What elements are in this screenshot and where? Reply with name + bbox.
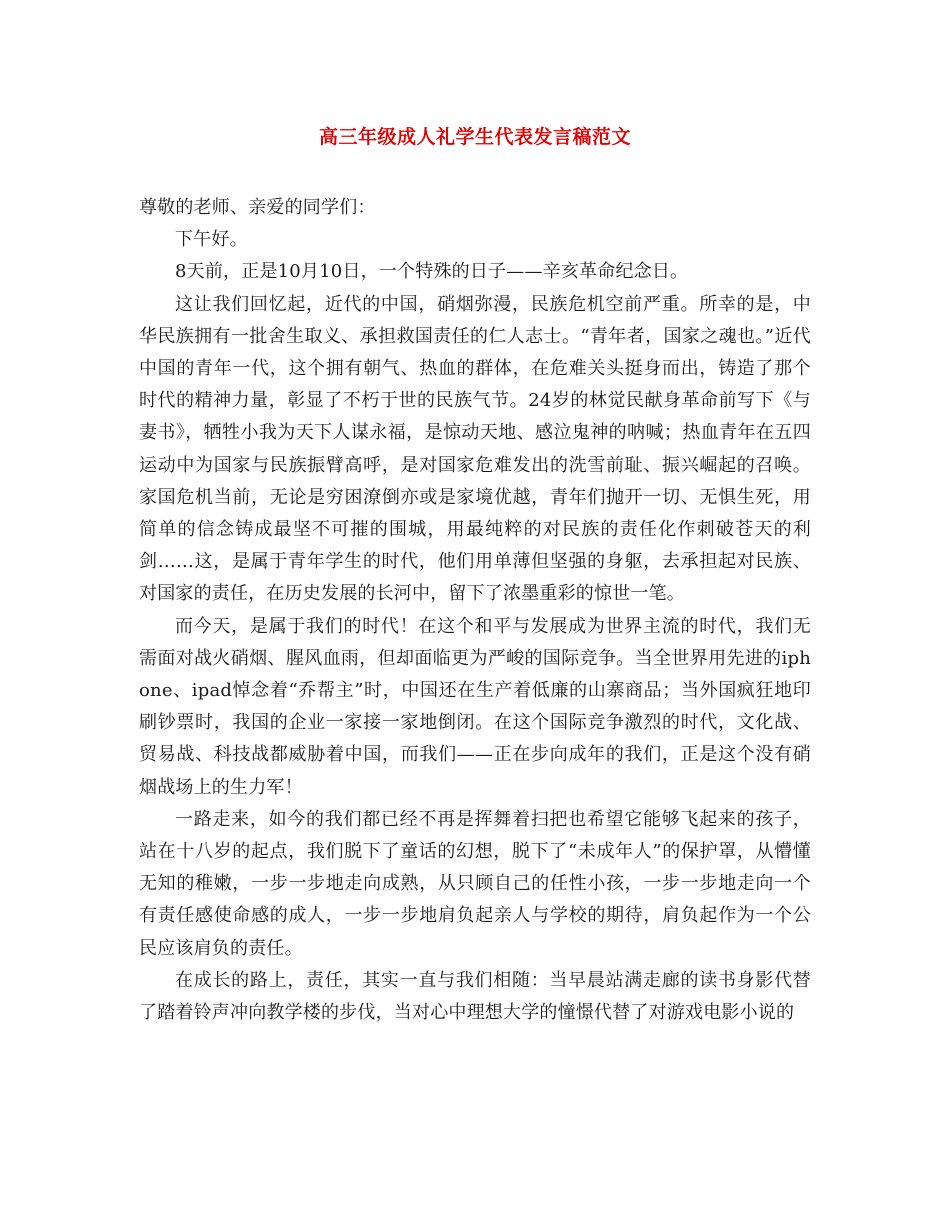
paragraph-greeting: 下午好。 [175,229,248,251]
paragraph-growing-up: 一路走来，如今的我们都已经不再是挥舞着扫把也希望它能够飞起来的孩子，站在十八岁的起点，我们脱下了童话的幻想，脱下了“未成年人”的保护罩，从懵懂无知的稚嫩，一步一步地走向成熟，从只顾自己的任性小孩，一步一步地走向一个有责任感使命感的成人，一步一步地肩负起亲人与学校的期待，肩负起作为一个公民应该肩负的责任。 [139,808,811,959]
paragraph-anniversary: 8天前，正是10月10日，一个特殊的日子——辛亥革命纪念日。 [175,261,689,283]
paragraph-today: 而今天，是属于我们的时代！在这个和平与发展成为世界主流的时代，我们无需面对战火硝烟、腥风血雨，但却面临更为严峻的国际竞争。当全世界用先进的iphone、ipad悼念着“乔帮主”时，中国还在生产着低廉的山寨商品；当外国疯狂地印刷钞票时，我国的企业一家接一家地倒闭。在这个国际竞争激烈的时代，文化战、贸易战、科技战都威胁着中国，而我们——正在步向成年的我们，正是这个没有硝烟战场上的生力军！ [139,615,811,798]
document-body [139,192,811,1029]
paragraph-responsibility: 在成长的路上，责任，其实一直与我们相随：当早晨站满走廊的读书身影代替了踏着铃声冲向教学楼的步伐，当对心中理想大学的憧憬代替了对游戏电影小说的 [139,969,811,1024]
paragraph-history: 这让我们回忆起，近代的中国，硝烟弥漫，民族危机空前严重。所幸的是，中华民族拥有一批舍生取义、承担救国责任的仁人志士。“青年者，国家之魂也。”近代中国的青年一代，这个拥有朝气、热血的群体，在危难关头挺身而出，铸造了那个时代的精神力量，彰显了不朽于世的民族气节。24岁的林觉民献身革命前写下《与妻书》，牺牲小我为天下人谋永福，是惊动天地、感泣鬼神的呐喊；热血青年在五四运动中为国家与民族振臂高呼，是对国家危难发出的洗雪前耻、振兴崛起的召唤。家国危机当前，无论是穷困潦倒亦或是家境优越，青年们抛开一切、无惧生死，用简单的信念铸成最坚不可摧的围城，用最纯粹的对民族的责任化作刺破苍天的利剑……这，是属于青年学生的时代，他们用单薄但坚强的身躯，去承担起对民族、对国家的责任，在历史发展的长河中，留下了浓墨重彩的惊世一笔。 [139,293,811,605]
document-title: 高三年级成人礼学生代表发言稿范文 [318,126,631,148]
salutation: 尊敬的老师、亲爱的同学们： [139,197,376,218]
